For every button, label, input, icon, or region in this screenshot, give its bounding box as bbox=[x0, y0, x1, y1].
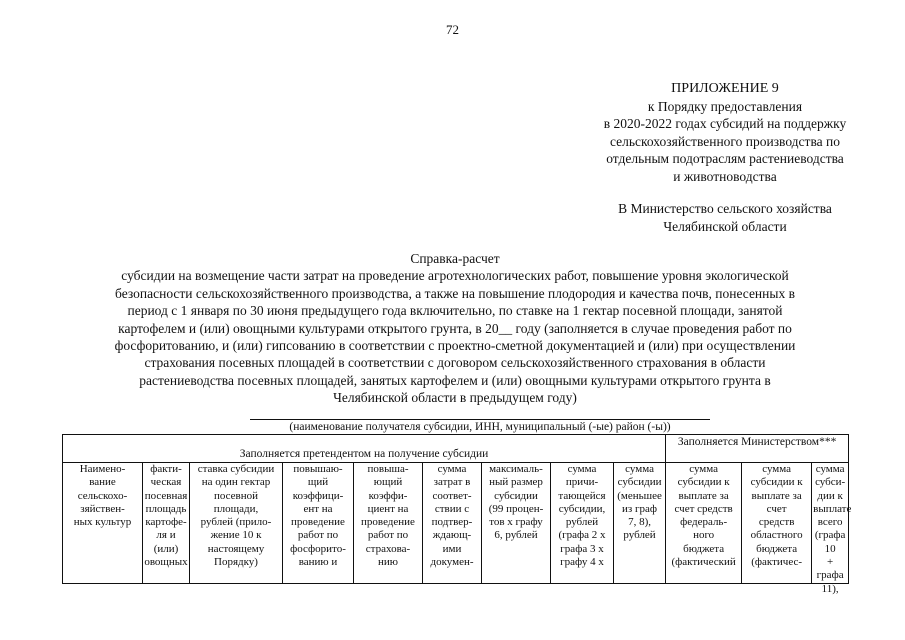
title-line: фосфоритованию, и (или) гипсованию в соответствии с проектно-сметной документацией и (или) при осуществлении bbox=[114, 338, 796, 354]
column-header: повыша- ющий коэффи- циент на проведение работ по страхова- нию bbox=[354, 463, 423, 584]
document-title bbox=[62, 250, 848, 407]
addressee-line: В Министерство сельского хозяйства bbox=[618, 201, 832, 216]
title-line: растениеводства посевных площадей, занятых картофелем и (или) овощными культурами открытого грунта в bbox=[139, 372, 771, 388]
addressee-line: Челябинской области bbox=[663, 218, 787, 234]
table-header-row bbox=[63, 463, 849, 584]
table-group-row bbox=[63, 435, 849, 463]
column-header: сумма субси- дии к выплате всего (графа 10 + графа 11), bbox=[813, 463, 852, 595]
column-header: сумма субсидии к выплате за счет средств федераль- ного бюджета (фактический bbox=[666, 463, 742, 584]
appendix-block bbox=[560, 80, 890, 185]
calculation-table bbox=[62, 434, 852, 595]
appendix-line: к Порядку предоставления bbox=[647, 98, 803, 114]
column-header: факти- ческая посевная площадь картофе- ля и (или) овощных bbox=[143, 463, 190, 584]
column-header: повышаю- щий коэффици- ент на проведение работ по фосфорито- ванию и bbox=[283, 463, 354, 584]
title-line: Челябинской области в предыдущем году) bbox=[333, 390, 577, 406]
appendix-line: в 2020-2022 годах субсидий на поддержку bbox=[603, 116, 847, 131]
appendix-heading: ПРИЛОЖЕНИЕ 9 bbox=[671, 81, 779, 96]
column-header: сумма субсидии (меньшее из граф 7, 8), рублей bbox=[614, 463, 666, 584]
group-header-applicant: Заполняется претендентом на получение субсидии bbox=[63, 435, 666, 463]
appendix-line: сельскохозяйственного производства по bbox=[609, 133, 840, 149]
title-line: страхования посевных площадей в соответствии с договором сельскохозяйственного страхования в области bbox=[144, 355, 766, 371]
appendix-line: и животноводства bbox=[673, 168, 777, 184]
appendix-line: отдельным подотраслям растениеводства bbox=[606, 151, 844, 166]
recipient-caption: (наименование получателя субсидии, ИНН, муниципальный (-ые) район (-ы)) bbox=[250, 419, 710, 433]
column-header: сумма субсидии к выплате за счет средств областного бюджета (фактичес- bbox=[742, 463, 812, 584]
column-header: максималь- ный размер субсидии (99 процен- тов х графу 6, рублей bbox=[482, 463, 551, 584]
page-number: 72 bbox=[446, 22, 459, 37]
addressee-block bbox=[560, 200, 890, 235]
column-header: Наимено- вание сельскохо- зяйствен- ных культур bbox=[63, 463, 143, 584]
title-line: период с 1 января по 30 июня предыдущего года включительно, по ставке на 1 гектар посевной площади, занятой bbox=[127, 303, 783, 319]
title-line: картофелем и (или) овощными культурами открытого грунта, в 20__ году (заполняется в случае проведения работ по bbox=[118, 320, 792, 336]
column-header: сумма затрат в соответ- ствии с подтвер- ждающ- ими докумен- bbox=[423, 463, 482, 584]
group-header-ministry: Заполняется Министерством*** bbox=[666, 435, 849, 463]
title-line: безопасности сельскохозяйственного производства, а также на повышение плодородия и качества почв, понесенных в bbox=[115, 285, 795, 301]
column-header: сумма причи- тающейся субсидии, рублей (графа 2 х графа 3 х графу 4 х bbox=[551, 463, 614, 584]
title-heading: Справка-расчет bbox=[410, 251, 500, 266]
title-line: субсидии на возмещение части затрат на проведение агротехнологических работ, повышение уровня экологической bbox=[121, 268, 789, 284]
column-header: ставка субсидии на один гектар посевной площади, рублей (прило- жение 10 к настоящему Порядку) bbox=[190, 463, 283, 584]
